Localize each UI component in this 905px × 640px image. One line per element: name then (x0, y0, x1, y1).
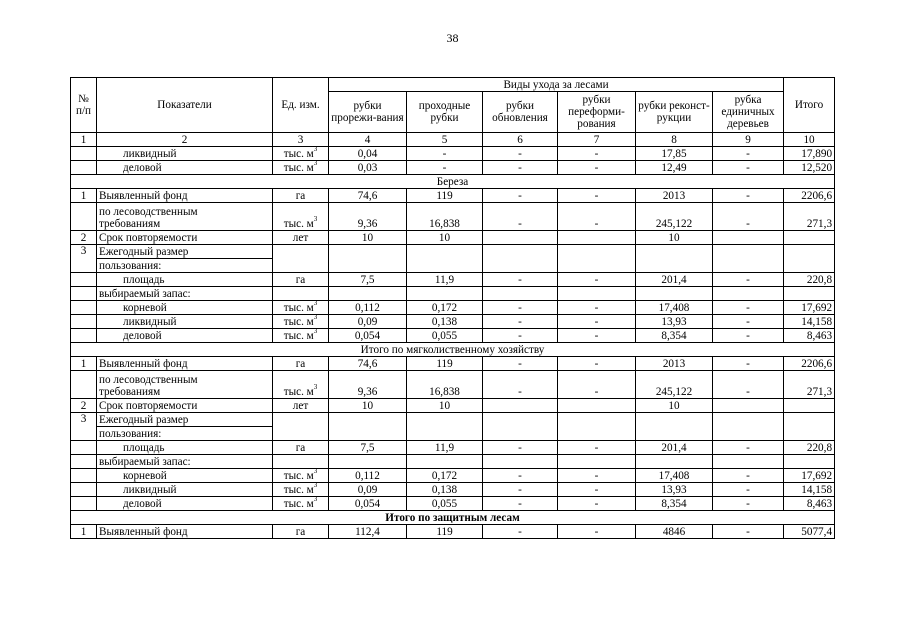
col-number: 1 (71, 133, 97, 147)
col-number: 8 (636, 133, 713, 147)
value-cell: - (713, 441, 784, 455)
row-label: Ежегодный размер (97, 245, 273, 259)
value-cell: 16,838 (407, 203, 483, 231)
row-label: пользования: (97, 259, 273, 273)
table-row (71, 189, 835, 203)
row-label: Срок повторяемости (97, 231, 273, 245)
value-cell: 10 (329, 399, 407, 413)
row-label: корневой (97, 469, 273, 483)
unit-cell: тыс. $м^3$ (273, 161, 329, 175)
value-cell: - (558, 273, 636, 287)
total-cell: 2206,6 (784, 357, 835, 371)
row-label: Выявленный фонд (97, 357, 273, 371)
value-cell: - (713, 357, 784, 371)
value-cell: 0,054 (329, 329, 407, 343)
section-heading-protect: Итого по защитным лесам (71, 511, 835, 525)
value-cell: 10 (407, 399, 483, 413)
section-heading-soft: Итого по мягколиственному хозяйству (71, 343, 835, 357)
unit-cell: га (273, 273, 329, 287)
table-row (71, 245, 835, 259)
unit-cell: тыс. $м^3$ (273, 301, 329, 315)
table-row (71, 329, 835, 343)
row-label: ликвидный (97, 483, 273, 497)
row-number: 2 (71, 231, 97, 245)
value-cell: 201,4 (636, 273, 713, 287)
row-label: Ежегодный размер (97, 413, 273, 427)
value-cell: 10 (329, 231, 407, 245)
row-label: Срок повторяемости (97, 399, 273, 413)
total-cell: 271,3 (784, 371, 835, 399)
value-cell: 10 (407, 231, 483, 245)
unit-cell: тыс. $м^3$ (273, 147, 329, 161)
value-cell: - (407, 161, 483, 175)
table-row (71, 455, 835, 469)
value-cell: 17,408 (636, 301, 713, 315)
total-cell: 2206,6 (784, 189, 835, 203)
value-cell: 0,03 (329, 161, 407, 175)
row-label: по лесоводственным требованиям (97, 371, 273, 399)
value-cell: 119 (407, 525, 483, 539)
value-cell: 13,93 (636, 483, 713, 497)
page-number: 38 (446, 31, 459, 45)
value-cell: - (558, 315, 636, 329)
row-label: ликвидный (97, 315, 273, 329)
value-cell: - (483, 203, 558, 231)
unit-cell: лет (273, 399, 329, 413)
row-label: по лесоводственным требованиям (97, 203, 273, 231)
value-cell: - (558, 301, 636, 315)
table-row (71, 357, 835, 371)
value-cell: - (483, 315, 558, 329)
total-cell: 220,8 (784, 441, 835, 455)
table-row (71, 413, 835, 427)
value-cell: 245,122 (636, 371, 713, 399)
table-row (71, 525, 835, 539)
header-group: Виды ухода за лесами (329, 78, 784, 92)
table-row (71, 399, 835, 413)
value-cell: - (713, 301, 784, 315)
value-cell: - (713, 203, 784, 231)
value-cell: 7,5 (329, 441, 407, 455)
value-cell: - (407, 147, 483, 161)
header-c6: рубки обновления (483, 92, 558, 133)
table-row (71, 469, 835, 483)
table-row (71, 231, 835, 245)
value-cell: - (713, 315, 784, 329)
row-number: 3 (71, 245, 97, 273)
value-cell: 0,138 (407, 315, 483, 329)
value-cell: 17,408 (636, 469, 713, 483)
header-indicators: Показатели (97, 78, 273, 133)
value-cell: 119 (407, 357, 483, 371)
row-number: 1 (71, 189, 97, 203)
value-cell: - (483, 497, 558, 511)
row-label: Выявленный фонд (97, 189, 273, 203)
value-cell: - (558, 525, 636, 539)
total-cell: 14,158 (784, 315, 835, 329)
value-cell: 0,055 (407, 497, 483, 511)
row-label: Выявленный фонд (97, 525, 273, 539)
table-row (71, 483, 835, 497)
value-cell: - (483, 147, 558, 161)
row-label: ликвидный (97, 147, 273, 161)
col-number: 4 (329, 133, 407, 147)
table-row (71, 371, 835, 399)
unit-cell: тыс. $м^3$ (273, 203, 329, 231)
unit-cell: тыс. $м^3$ (273, 371, 329, 399)
value-cell: - (483, 525, 558, 539)
table-row (71, 301, 835, 315)
value-cell: 0,09 (329, 483, 407, 497)
value-cell: 0,054 (329, 497, 407, 511)
value-cell: - (558, 483, 636, 497)
row-number: 2 (71, 399, 97, 413)
table-row (71, 203, 835, 231)
row-number: 1 (71, 357, 97, 371)
forest-care-table (70, 77, 835, 539)
row-label: площадь (97, 441, 273, 455)
value-cell: 74,6 (329, 357, 407, 371)
value-cell: - (483, 441, 558, 455)
table-row (71, 441, 835, 455)
value-cell: 245,122 (636, 203, 713, 231)
value-cell: - (483, 329, 558, 343)
col-number: 10 (784, 133, 835, 147)
row-label: площадь (97, 273, 273, 287)
row-number: 1 (71, 525, 97, 539)
row-label: выбираемый запас: (97, 287, 273, 301)
value-cell: - (558, 203, 636, 231)
value-cell: 9,36 (329, 203, 407, 231)
value-cell: 119 (407, 189, 483, 203)
row-label: корневой (97, 301, 273, 315)
col-number: 9 (713, 133, 784, 147)
total-cell: 8,463 (784, 497, 835, 511)
total-cell: 17,890 (784, 147, 835, 161)
value-cell: 8,354 (636, 497, 713, 511)
header-num: № п/п (71, 78, 97, 133)
value-cell: 0,112 (329, 469, 407, 483)
header-c4: рубки прорежи-вания (329, 92, 407, 133)
col-number: 6 (483, 133, 558, 147)
total-cell: 14,158 (784, 483, 835, 497)
table-row (71, 147, 835, 161)
value-cell: - (558, 357, 636, 371)
unit-cell: лет (273, 231, 329, 245)
unit-cell: тыс. $м^3$ (273, 497, 329, 511)
value-cell: - (483, 469, 558, 483)
value-cell: 7,5 (329, 273, 407, 287)
total-cell: 271,3 (784, 203, 835, 231)
unit-cell: тыс. $м^3$ (273, 483, 329, 497)
total-cell: 220,8 (784, 273, 835, 287)
table-row (71, 287, 835, 301)
value-cell: 16,838 (407, 371, 483, 399)
value-cell: 10 (636, 231, 713, 245)
value-cell: - (713, 147, 784, 161)
col-number: 2 (97, 133, 273, 147)
table-row (71, 161, 835, 175)
value-cell: - (483, 161, 558, 175)
value-cell: 17,85 (636, 147, 713, 161)
header-c5: проходные рубки (407, 92, 483, 133)
unit-cell: га (273, 441, 329, 455)
value-cell: 0,138 (407, 483, 483, 497)
header-c9: рубка единичных деревьев (713, 92, 784, 133)
value-cell: 0,172 (407, 301, 483, 315)
value-cell: - (483, 357, 558, 371)
row-number: 3 (71, 413, 97, 441)
table-row (71, 273, 835, 287)
total-cell: 17,692 (784, 469, 835, 483)
unit-cell: га (273, 357, 329, 371)
header-unit: Ед. изм. (273, 78, 329, 133)
row-label: деловой (97, 161, 273, 175)
value-cell: - (713, 329, 784, 343)
value-cell: - (558, 441, 636, 455)
unit-cell: тыс. $м^3$ (273, 329, 329, 343)
value-cell: 11,9 (407, 273, 483, 287)
table-row (71, 497, 835, 511)
value-cell: 4846 (636, 525, 713, 539)
row-label: деловой (97, 329, 273, 343)
value-cell: - (558, 497, 636, 511)
value-cell: 13,93 (636, 315, 713, 329)
total-cell: 8,463 (784, 329, 835, 343)
value-cell: - (713, 371, 784, 399)
value-cell: - (558, 189, 636, 203)
row-label: выбираемый запас: (97, 455, 273, 469)
value-cell: - (558, 329, 636, 343)
value-cell: - (713, 525, 784, 539)
value-cell: - (558, 371, 636, 399)
value-cell: - (713, 189, 784, 203)
value-cell: - (713, 469, 784, 483)
value-cell: 201,4 (636, 441, 713, 455)
value-cell: 10 (636, 399, 713, 413)
value-cell: - (483, 371, 558, 399)
row-label: деловой (97, 497, 273, 511)
value-cell: - (713, 497, 784, 511)
unit-cell: тыс. $м^3$ (273, 469, 329, 483)
value-cell: 12,49 (636, 161, 713, 175)
col-number: 5 (407, 133, 483, 147)
value-cell: 11,9 (407, 441, 483, 455)
table-row (71, 315, 835, 329)
value-cell: 0,04 (329, 147, 407, 161)
unit-cell: га (273, 189, 329, 203)
total-cell: 5077,4 (784, 525, 835, 539)
unit-cell: га (273, 525, 329, 539)
value-cell: - (558, 147, 636, 161)
header-total: Итого (784, 78, 835, 133)
header-c7: рубки переформи-рования (558, 92, 636, 133)
section-heading-birch: Береза (71, 175, 835, 189)
value-cell: 0,09 (329, 315, 407, 329)
value-cell: - (558, 161, 636, 175)
value-cell: - (483, 483, 558, 497)
value-cell: 0,112 (329, 301, 407, 315)
value-cell: 0,172 (407, 469, 483, 483)
col-number: 3 (273, 133, 329, 147)
value-cell: 74,6 (329, 189, 407, 203)
header-c8: рубки реконст-рукции (636, 92, 713, 133)
value-cell: - (558, 469, 636, 483)
value-cell: - (713, 161, 784, 175)
value-cell: 112,4 (329, 525, 407, 539)
value-cell: - (713, 273, 784, 287)
total-cell: 12,520 (784, 161, 835, 175)
col-number: 7 (558, 133, 636, 147)
value-cell: 2013 (636, 357, 713, 371)
row-label: пользования: (97, 427, 273, 441)
total-cell: 17,692 (784, 301, 835, 315)
value-cell: - (483, 301, 558, 315)
value-cell: 0,055 (407, 329, 483, 343)
value-cell: - (483, 189, 558, 203)
unit-cell: тыс. $м^3$ (273, 315, 329, 329)
value-cell: - (713, 483, 784, 497)
value-cell: 9,36 (329, 371, 407, 399)
value-cell: 8,354 (636, 329, 713, 343)
value-cell: 2013 (636, 189, 713, 203)
value-cell: - (483, 273, 558, 287)
